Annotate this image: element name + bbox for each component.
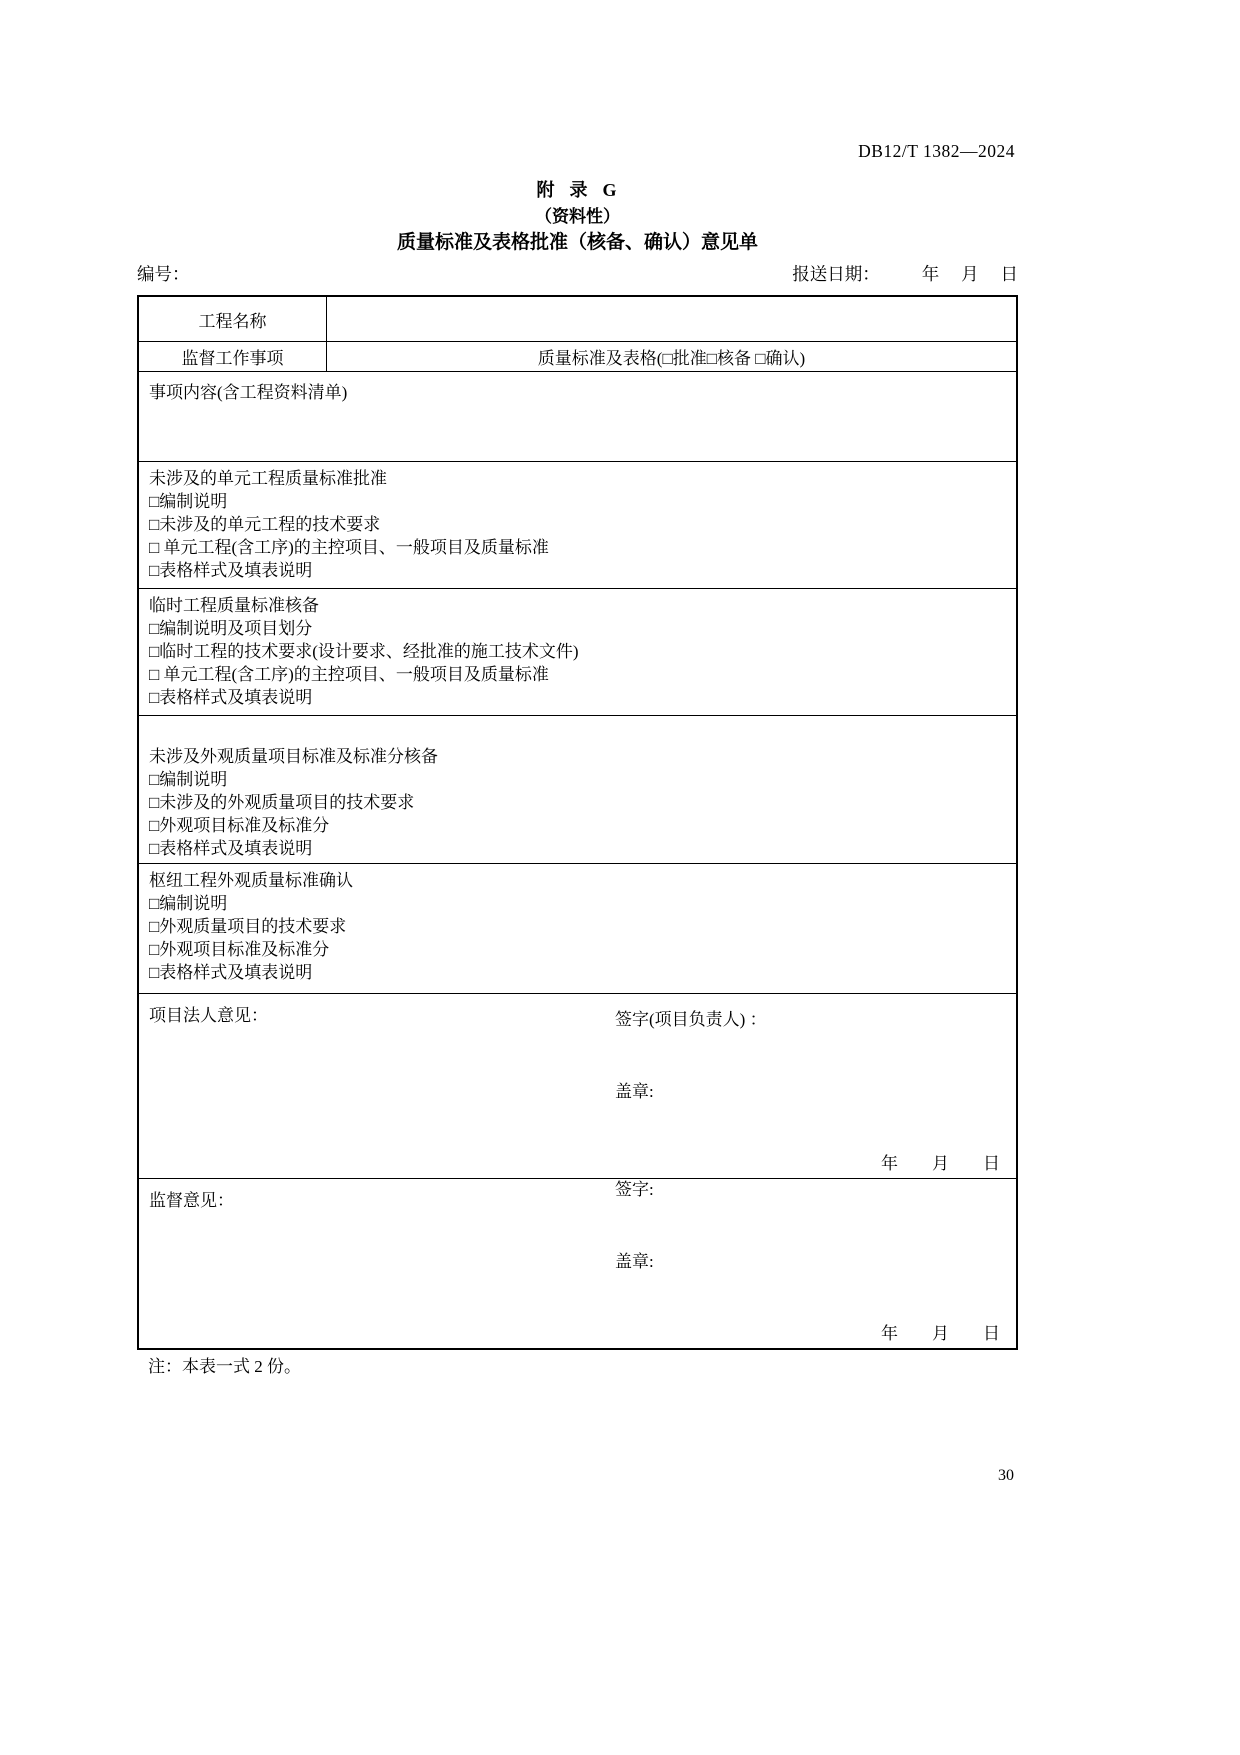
checklist-item[interactable]: □编制说明 [149,894,228,913]
checklist-item[interactable]: □未涉及的单元工程的技术要求 [149,515,381,534]
section-title: 未涉及外观质量项目标准及标准分核备 [149,747,438,766]
seal-label: 盖章: [615,1252,654,1271]
sign-label: 签字: [615,1180,654,1199]
section-temporary-standard-record [139,588,1016,715]
footnote: 注：本表一式 2 份。 [148,1357,301,1376]
checklist-item[interactable]: □外观项目标准及标准分 [149,816,330,835]
checklist-item[interactable]: □ 单元工程(含工序)的主控项目、一般项目及质量标准 [149,538,549,557]
form-title: 质量标准及表格批准（核备、确认）意见单 [396,232,758,253]
section-hub-appearance-confirm [139,863,1016,993]
section-unit-standard-approval [139,461,1016,588]
form-number-label: 编号： [137,264,190,284]
sign-label: 签字(项目负责人) ： [615,1010,767,1029]
content-label: 事项内容(含工程资料清单) [149,383,348,402]
checklist-item[interactable]: □临时工程的技术要求(设计要求、经批准的施工技术文件) [149,642,579,661]
section-title: 枢纽工程外观质量标准确认 [149,871,353,890]
checklist-item[interactable]: □表格样式及填表说明 [149,839,313,858]
doc-code: DB12/T 1382—2024 [858,141,1015,161]
supervision-item-value[interactable]: 质量标准及表格(□批准□核备 □确认) [537,349,806,368]
section-title: 临时工程质量标准核备 [149,596,319,615]
checklist-item[interactable]: □外观质量项目的技术要求 [149,917,347,936]
supervision-item-row [139,341,1016,371]
checklist-item[interactable]: □未涉及的外观质量项目的技术要求 [149,793,415,812]
checklist-item[interactable]: □表格样式及填表说明 [149,561,313,580]
appendix-type-label: （资料性） [535,207,620,226]
meta-row [137,261,1018,286]
report-date-label: 报送日期： [792,264,880,284]
content-field[interactable] [139,371,1016,461]
project-name-label: 工程名称 [139,297,327,341]
sign-seal-block [615,1130,654,1322]
opinion-supervision-label: 监督意见： [149,1191,234,1210]
opinion-supervision-field[interactable] [139,1178,1016,1348]
checklist-item[interactable]: □表格样式及填表说明 [149,688,313,707]
report-date-fields: 年 月 日 [921,264,1018,284]
section-appearance-standard-record [139,715,1016,863]
report-date-group [792,261,1018,286]
appendix-title: 附 录 G [536,180,619,200]
project-name-field[interactable] [327,297,1016,341]
checklist-item[interactable]: □编制说明 [149,770,228,789]
project-name-row [139,297,1016,341]
checklist-item[interactable]: □外观项目标准及标准分 [149,940,330,959]
checklist-item[interactable]: □表格样式及填表说明 [149,963,313,982]
seal-label: 盖章: [615,1082,654,1101]
checklist-item[interactable]: □编制说明及项目划分 [149,619,313,638]
section-title: 未涉及的单元工程质量标准批准 [149,469,387,488]
date-line: 年 月 日 [881,1154,1000,1173]
sign-seal-block [615,960,767,1152]
supervision-item-label: 监督工作事项 [139,342,327,371]
checklist-item[interactable]: □编制说明 [149,492,228,511]
opinion-legal-person-field[interactable] [139,993,1016,1178]
date-line: 年 月 日 [881,1324,1000,1343]
checklist-item[interactable]: □ 单元工程(含工序)的主控项目、一般项目及质量标准 [149,665,549,684]
opinion-legal-person-label: 项目法人意见： [149,1006,268,1025]
form-table [137,295,1018,1350]
page-number: 30 [998,1467,1014,1484]
